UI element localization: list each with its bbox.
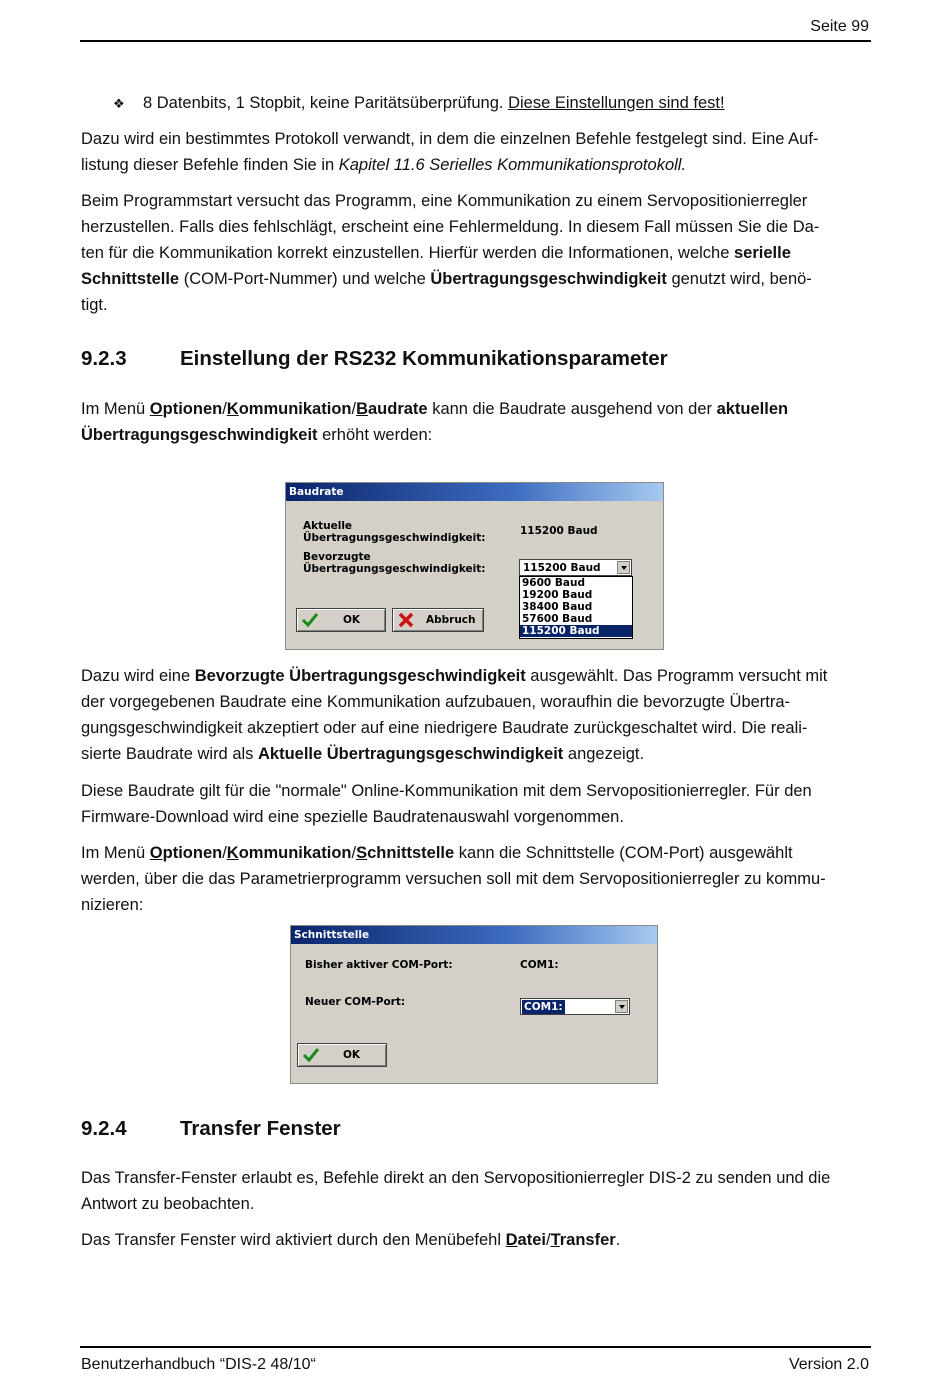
paragraph-transfer-window — [81, 1165, 871, 1217]
interface-dialog — [290, 925, 658, 1084]
bold-term: serielle — [734, 244, 791, 262]
text-span: kann die Schnittstelle (COM-Port) ausgewählt — [454, 844, 793, 862]
text-line — [81, 422, 871, 448]
dialog-titlebar: Schnittstelle — [291, 926, 657, 944]
text-span: Dazu wird eine — [81, 667, 195, 685]
text-span: listung dieser Befehle finden Sie in — [81, 156, 339, 174]
text-line: Dazu wird ein bestimmtes Protokoll verwandt, in dem die einzelnen Befehle festgelegt sind. Eine Auf- — [81, 130, 819, 148]
text-line: Diese Baudrate gilt für die "normale" Online-Kommunikation mit dem Servopositionierregler. Für den — [81, 782, 812, 800]
menu-hotkey: T — [550, 1231, 560, 1249]
footer-version: Version 2.0 — [788, 1356, 869, 1373]
dropdown-option-selected[interactable]: 115200 Baud — [520, 625, 632, 637]
text-span: Im Menü — [81, 844, 150, 862]
cancel-button-label: Abbruch — [426, 614, 476, 626]
text-line — [81, 240, 871, 266]
text-line: nizieren: — [81, 896, 144, 914]
text-span: erhöht werden: — [317, 426, 433, 444]
page-number: Seite 99 — [810, 18, 869, 35]
label-line: Bevorzugte — [303, 551, 371, 563]
text-line: Antwort zu beobachten. — [81, 1195, 255, 1213]
page-header — [80, 18, 871, 42]
bold-term: Schnittstelle — [81, 270, 180, 288]
ok-button-label: OK — [343, 614, 361, 626]
text-line — [81, 152, 871, 178]
bullet-text: 8 Datenbits, 1 Stopbit, keine Paritätsüberprüfung. — [143, 94, 504, 112]
menu-text: ransfer — [559, 1231, 616, 1249]
text-span: genutzt wird, benö- — [666, 270, 812, 288]
menu-separator: / — [351, 844, 357, 862]
ok-button[interactable] — [296, 608, 386, 632]
diamond-bullet-icon: ❖ — [113, 96, 125, 111]
menu-text: chnittstelle — [367, 844, 455, 862]
combobox-value: 115200 Baud — [523, 562, 601, 574]
baudrate-dropdown-list[interactable] — [519, 576, 633, 639]
section-title: Transfer Fenster — [180, 1117, 341, 1140]
menu-path-part — [356, 844, 454, 862]
menu-hotkey: S — [356, 844, 368, 862]
text-line — [81, 266, 871, 292]
dropdown-option[interactable]: 19200 Baud — [522, 589, 593, 601]
section-number: 9.2.4 — [81, 1117, 127, 1140]
menu-text: ptionen — [162, 844, 223, 862]
paragraph-interface-menu — [81, 840, 871, 918]
text-span: (COM-Port-Nummer) und welche — [179, 270, 431, 288]
text-line: tigt. — [81, 296, 108, 314]
menu-text: atei — [517, 1231, 546, 1249]
new-port-combobox[interactable] — [520, 998, 630, 1015]
bold-term: Übertragungsgeschwindigkeit — [430, 270, 667, 288]
combobox-value: COM1: — [524, 1001, 563, 1013]
dropdown-option[interactable]: 57600 Baud — [522, 613, 593, 625]
preferred-speed-label — [303, 551, 486, 575]
text-span: Im Menü — [81, 400, 150, 418]
text-span: kann die Baudrate ausgehend von der — [427, 400, 717, 418]
section-number: 9.2.3 — [81, 347, 127, 370]
footer-manual-title: Benutzerhandbuch “DIS-2 48/10“ — [81, 1356, 316, 1373]
text-line: Firmware-Download wird eine spezielle Baudratenauswahl vorgenommen. — [81, 808, 624, 826]
text-line — [81, 840, 871, 866]
menu-hotkey: D — [505, 1231, 518, 1249]
paragraph-transfer-menu — [81, 1227, 871, 1253]
dropdown-arrow-icon[interactable] — [615, 1000, 628, 1013]
text-span: ten für die Kommunikation korrekt einzustellen. Hierfür werden die Informationen, welche — [81, 244, 734, 262]
section-heading-rs232 — [81, 347, 668, 371]
menu-hotkey: O — [149, 400, 163, 418]
menu-text: ptionen — [162, 400, 223, 418]
menu-path-part — [150, 844, 222, 862]
preferred-speed-combobox[interactable] — [519, 559, 632, 576]
dialog-titlebar: Baudrate — [286, 483, 663, 501]
text-line: herzustellen. Falls dies fehlschlägt, erscheint eine Fehlermeldung. In diesem Fall müssen Sie die Da- — [81, 218, 820, 236]
red-x-icon — [397, 611, 415, 629]
label-line: Übertragungsgeschwindigkeit: — [303, 532, 486, 544]
label-line: Übertragungsgeschwindigkeit: — [303, 563, 486, 575]
ok-button[interactable] — [297, 1043, 387, 1067]
paragraph-program-start — [81, 188, 871, 318]
dropdown-option[interactable]: 9600 Baud — [522, 577, 585, 589]
menu-separator: / — [222, 844, 227, 862]
section-heading-transfer — [81, 1117, 341, 1141]
menu-path-baudrate — [150, 400, 222, 418]
menu-text: ommunikation — [238, 400, 352, 418]
current-speed-value: 115200 Baud — [520, 525, 598, 537]
text-span: . — [615, 1231, 621, 1249]
menu-text: audrate — [368, 400, 428, 418]
ok-button-label: OK — [343, 1049, 361, 1061]
text-line: gungsgeschwindigkeit akzeptiert oder auf eine niedrigere Baudrate zurückgeschaltet wird. Die reali- — [81, 719, 808, 737]
text-line: der vorgegebenen Baudrate eine Kommunikation aufzubauen, woraufhin die bevorzugte Übertra- — [81, 693, 791, 711]
menu-text: ommunikation — [238, 844, 352, 862]
text-span: sierte Baudrate wird als — [81, 745, 258, 763]
menu-separator: / — [222, 400, 227, 418]
cancel-button[interactable] — [392, 608, 484, 632]
text-line — [81, 1227, 871, 1253]
active-port-label: Bisher aktiver COM-Port: — [305, 959, 453, 971]
bold-term: Aktuelle Übertragungsgeschwindigkeit — [258, 745, 564, 763]
current-speed-label — [303, 520, 486, 544]
bullet-item — [113, 90, 725, 117]
page-footer — [80, 1346, 871, 1373]
bold-term: Bevorzugte Übertragungsgeschwindigkeit — [194, 667, 526, 685]
active-port-value: COM1: — [520, 959, 559, 971]
menu-hotkey: B — [356, 400, 368, 418]
baudrate-dialog — [285, 482, 664, 650]
text-line: werden, über die das Parametrierprogramm versuchen soll mit dem Servopositionierregler zu kommu- — [81, 870, 826, 888]
menu-path-part — [551, 1231, 616, 1249]
label-line: Aktuelle — [303, 520, 353, 532]
checkmark-icon — [302, 1046, 320, 1064]
menu-hotkey: K — [226, 400, 239, 418]
text-line — [81, 396, 871, 422]
menu-path-part — [356, 400, 428, 418]
dropdown-arrow-icon[interactable] — [617, 561, 630, 574]
text-line — [81, 663, 871, 689]
checkmark-icon — [301, 611, 319, 629]
text-span: Das Transfer Fenster wird aktiviert durch den Menübefehl — [81, 1231, 506, 1249]
menu-path-part — [227, 400, 352, 418]
paragraph-baudrate-menu — [81, 396, 871, 448]
text-span: angezeigt. — [563, 745, 645, 763]
bold-term: aktuellen — [716, 400, 789, 418]
dropdown-option[interactable]: 38400 Baud — [522, 601, 593, 613]
menu-hotkey: K — [226, 844, 239, 862]
section-title: Einstellung der RS232 Kommunikationsparameter — [180, 347, 668, 370]
paragraph-preferred-speed — [81, 663, 871, 767]
chapter-reference: Kapitel 11.6 Serielles Kommunikationsprotokoll. — [338, 156, 687, 174]
paragraph-protocol — [81, 126, 871, 178]
menu-hotkey: O — [149, 844, 163, 862]
text-line: Das Transfer-Fenster erlaubt es, Befehle direkt an den Servopositionierregler DIS-2 zu senden und die — [81, 1169, 831, 1187]
text-span: ausgewählt. Das Programm versucht mit — [525, 667, 828, 685]
text-line: Beim Programmstart versucht das Programm, eine Kommunikation zu einem Servopositionierregler — [81, 192, 808, 210]
new-port-label: Neuer COM-Port: — [305, 996, 406, 1008]
text-line — [81, 741, 871, 767]
bullet-underlined-text: Diese Einstellungen sind fest! — [508, 94, 725, 112]
paragraph-firmware — [81, 778, 871, 830]
menu-path-part — [506, 1231, 546, 1249]
bold-term: Übertragungsgeschwindigkeit — [81, 426, 318, 444]
menu-path-part — [227, 844, 352, 862]
menu-separator: / — [545, 1231, 551, 1249]
menu-separator: / — [351, 400, 357, 418]
